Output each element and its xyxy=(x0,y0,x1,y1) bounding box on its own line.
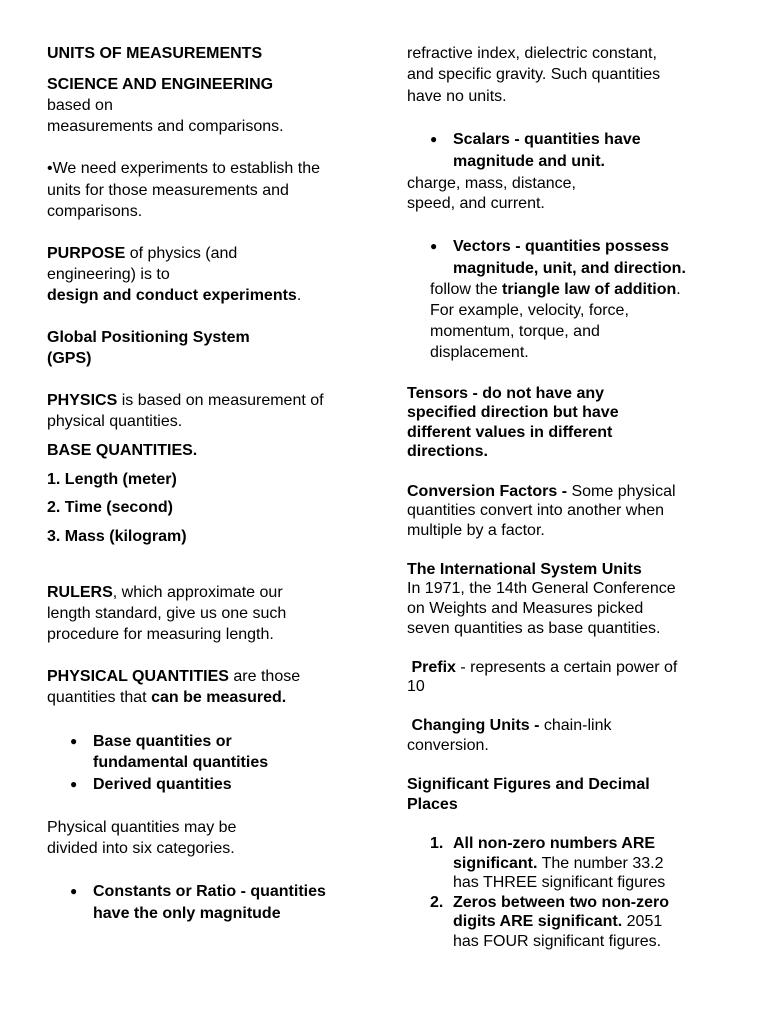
text-line: refractive index, dielectric constant, xyxy=(407,45,657,62)
purpose-paragraph: PURPOSE of physics (and xyxy=(47,245,238,262)
bullet-icon: ● xyxy=(70,734,78,748)
list-item: 2. Time (second) xyxy=(47,499,173,516)
list-item: has FOUR significant figures. xyxy=(453,933,662,950)
text-line: divided into six categories. xyxy=(47,840,235,857)
text-line: comparisons. xyxy=(47,203,143,220)
heading-gps: Global Positioning System xyxy=(47,329,250,346)
list-item: Constants or Ratio - quantities xyxy=(93,883,326,900)
list-item: Scalars - quantities have xyxy=(453,131,641,148)
tensors-paragraph: Tensors - do not have any xyxy=(407,385,605,402)
text-line: engineering) is to xyxy=(47,266,170,283)
text-line: seven quantities as base quantities. xyxy=(407,620,661,637)
rulers-paragraph: RULERS, which approximate our xyxy=(47,584,283,601)
text-line: charge, mass, distance, xyxy=(407,175,576,192)
list-item: significant. The number 33.2 xyxy=(453,855,664,872)
text-line: multiple by a factor. xyxy=(407,522,545,539)
list-item: magnitude and unit. xyxy=(453,153,605,170)
list-number: 1. xyxy=(430,835,444,852)
bullet-icon: ● xyxy=(430,239,438,253)
list-item: fundamental quantities xyxy=(93,754,269,771)
heading-science-engineering: SCIENCE AND ENGINEERING xyxy=(47,76,274,93)
heading-gps: (GPS) xyxy=(47,350,92,367)
list-item: 3. Mass (kilogram) xyxy=(47,528,187,545)
list-item: have the only magnitude xyxy=(93,905,281,922)
text-line: have no units. xyxy=(407,88,507,105)
text-line: Physical quantities may be xyxy=(47,819,237,836)
bullet-icon: ● xyxy=(70,777,78,791)
list-item: magnitude, unit, and direction. xyxy=(453,260,686,277)
text-line: design and conduct experiments. xyxy=(47,287,302,304)
list-number: 2. xyxy=(430,894,444,911)
list-item: Base quantities or xyxy=(93,733,232,750)
text-line: •We need experiments to establish the xyxy=(47,160,321,177)
physics-paragraph: PHYSICS is based on measurement of xyxy=(47,392,324,409)
list-item: Zeros between two non-zero xyxy=(453,894,670,911)
text-line: conversion. xyxy=(407,737,489,754)
text-line: physical quantities. xyxy=(47,413,183,430)
text-line: follow the triangle law of addition. xyxy=(430,281,681,298)
text-line: momentum, torque, and xyxy=(430,323,600,340)
tensors-paragraph: directions. xyxy=(407,443,488,460)
prefix-paragraph: Prefix - represents a certain power of xyxy=(411,659,678,676)
bullet-icon: ● xyxy=(70,884,78,898)
tensors-paragraph: specified direction but have xyxy=(407,404,619,421)
list-item: Vectors - quantities possess xyxy=(453,238,670,255)
text-line: measurements and comparisons. xyxy=(47,118,284,135)
changing-units-paragraph: Changing Units - chain-link xyxy=(411,717,612,734)
text-line: and specific gravity. Such quantities xyxy=(407,66,661,83)
list-item: has THREE significant figures xyxy=(453,874,666,891)
text-line: speed, and current. xyxy=(407,195,545,212)
page-title: UNITS OF MEASUREMENTS xyxy=(47,45,263,62)
text-line: length standard, give us one such xyxy=(47,605,287,622)
tensors-paragraph: different values in different xyxy=(407,424,613,441)
list-item: digits ARE significant. 2051 xyxy=(453,913,663,930)
text-line: 10 xyxy=(407,678,425,695)
physical-quantities-paragraph: PHYSICAL QUANTITIES are those xyxy=(47,668,301,685)
heading-significant-figures: Places xyxy=(407,796,458,813)
text-line: procedure for measuring length. xyxy=(47,626,274,643)
text-line: quantities convert into another when xyxy=(407,502,665,519)
text-line: based on xyxy=(47,97,113,114)
text-line: displacement. xyxy=(430,344,529,361)
list-item: All non-zero numbers ARE xyxy=(453,835,656,852)
heading-base-quantities: BASE QUANTITIES. xyxy=(47,442,198,459)
conversion-factors-paragraph: Conversion Factors - Some physical xyxy=(407,483,676,500)
heading-significant-figures: Significant Figures and Decimal xyxy=(407,776,650,793)
text-line: units for those measurements and xyxy=(47,182,289,199)
heading-si-units: The International System Units xyxy=(407,561,642,578)
text-line: quantities that can be measured. xyxy=(47,689,287,706)
list-item: Derived quantities xyxy=(93,776,232,793)
text-line: In 1971, the 14th General Conference xyxy=(407,580,676,597)
text-line: For example, velocity, force, xyxy=(430,302,629,319)
bullet-icon: ● xyxy=(430,132,438,146)
list-item: 1. Length (meter) xyxy=(47,471,177,488)
text-line: on Weights and Measures picked xyxy=(407,600,644,617)
